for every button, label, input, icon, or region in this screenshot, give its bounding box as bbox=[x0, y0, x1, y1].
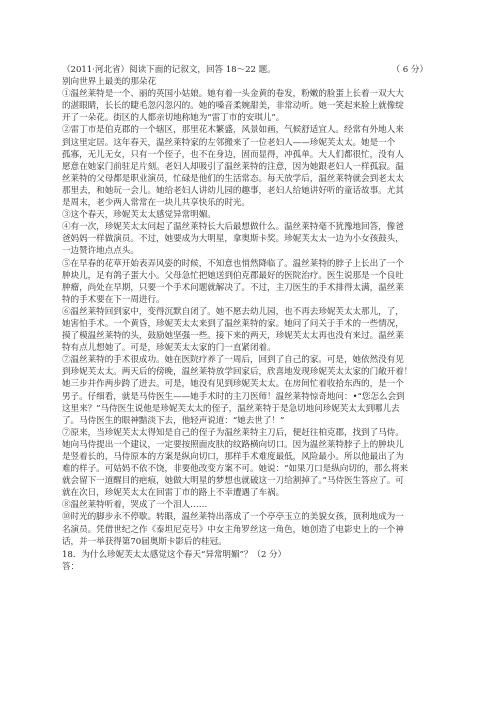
body-line: ⑩时光的脚步永不停歇。转眼，温丝莱特出落成了一个亭亭玉立的美貌女孩，顶利地成为一 bbox=[62, 512, 404, 523]
body-line: 话，并一举获得第70届奥斯卡影后的桂冠。 bbox=[62, 536, 227, 547]
body-line: ⑧温丝莱特听着，哭成了一个泪人…… bbox=[62, 500, 208, 511]
body-line: ②雷丁市是伯克郡的一个辖区，那里花木繁盛，风景如画，气候舒适宜人。经常有外地人来 bbox=[62, 125, 404, 136]
body-line: 难的样子。可姑妈不依不饶，非要他改变方案不可。她说：“如果刀口是纵向切的，那么将来 bbox=[62, 464, 409, 475]
body-line: 一边赞许地点点头。 bbox=[62, 246, 139, 257]
body-line: 特有点儿想她了。可是，珍妮芙太太家的门一直紧闭着。 bbox=[62, 343, 276, 354]
body-line: 那里去，和她玩一会儿。她给老妇人讲幼儿园的趣事，老妇人给她讲好听的童话故事。尤其 bbox=[62, 185, 404, 196]
body-line: ⑦温丝莱特的手术很成功。她在医院疗养了一周后，回到了自己的家。可是，她依然没有见 bbox=[62, 355, 404, 366]
body-line: 就在次日，珍妮芙太太在回雷丁市的路上不幸遭遇了车祸。 bbox=[62, 488, 285, 499]
body-line: 到这里定居。这年春天，温丝莱特家的左邻搬来了一位老妇人——珍妮芙太太。她是一个 bbox=[62, 137, 396, 148]
article-body bbox=[62, 88, 442, 548]
body-line: 爸妈妈一样做演员。不过，她要成为大明星，拿奥斯卡奖。珍妮芙太太一边为小女孩鼓头， bbox=[62, 234, 404, 245]
body-line: 孤寡，无儿无女，只有一个侄子，也不在身边，固而显得，冲孤单。大人们都很忙，没有人 bbox=[62, 149, 404, 160]
body-line: 肿瘤，尚处在早期，只要一个手术问题就解决了。不过，主刀医生的手术排得太满，温丝莱 bbox=[62, 282, 404, 293]
body-line: 男子。仔细看，就是马侍医生——她手术时的主刀医师！温丝莱特惊奇地问：•“您怎么会到 bbox=[62, 391, 405, 402]
body-line: 的湛眼睛，长长的睫毛忽闪忽闪的。她的嗓音柔婉甜美，非常动听。她一笑起来脸上就像绽 bbox=[62, 101, 404, 112]
body-line: 这里来？”马侍医生说他是珍妮芙太太的侄子，温丝莱特于是急切地问珍妮芙太太到哪儿去 bbox=[62, 403, 400, 414]
body-line: ①温丝莱特是一个、丽的英国小姑娘。她有着一头金黄的卷发，粉嫩的脸蛋上长着一双大大 bbox=[62, 89, 404, 100]
body-line: 到珍妮芙太太。两天后的傍晚，温丝莱特放学回家后，欣喜地发现珍妮芙太太家的门敞开着！ bbox=[62, 367, 413, 378]
body-line: 愿意在她家门前驻足片刻。老妇人却吸引了温丝莱特的注意，因为她跟老妇人一样孤寂。温 bbox=[62, 161, 404, 172]
body-line: ④有一次，珍妮芙太太问起了温丝莱特长大后最想做什么。温丝莱特毫不犹豫地回答，像爸 bbox=[62, 222, 404, 233]
body-line: 她三步并作两步跨了进去。可是，她没有见到珍妮芙太太。在房间忙着收拾东西的，是一个 bbox=[62, 379, 404, 390]
article-title: 别向世界上最美的那朵花 bbox=[62, 77, 156, 88]
body-line: 开了一朵花。街区的人都亲切地称她为“雷丁市的安琪儿”。 bbox=[62, 113, 285, 124]
answer-label: 答： bbox=[62, 561, 80, 572]
body-line: 就会留下一道醒目的疤痕，她做大明星的梦想也就破这一刀给割掉了。”马侍医生答应了。可 bbox=[62, 476, 404, 487]
source-note: （2011·河北省）阅读下面的记叙文，回答 18～22 题。 bbox=[62, 65, 276, 75]
body-line: ⑦原来，当珍妮芙太太得知是自己的侄子为温丝莱特主刀后，便赶往柏克郡，找到了马侍。 bbox=[62, 427, 404, 438]
body-line: ③这个春天，珍妮芙太太感觉异常明媚。 bbox=[62, 210, 216, 221]
body-line: 肿块儿，足有鸽子蛋大小。父母急忙把她送到伯克郡最好的医院治疗。医生说那是一个良吐 bbox=[62, 270, 404, 281]
question-18: 18．为什么珍妮芙太太感觉这个春天“异常明媚”？（2 分） bbox=[62, 549, 287, 560]
body-line: ⑤在早春的花草开始表弄风姿的时候，不知意也悄然降临了。温丝莱特的脖子上长出了一个 bbox=[62, 258, 404, 269]
article bbox=[62, 64, 442, 573]
body-line: ⑥温丝莱特回到家中，变得沉默自闭了。她不愿去幼儿园，也不再去珍妮芙太太那儿，了， bbox=[62, 306, 404, 317]
body-line: 她向马侍提出一个建议，一定要按照面皮肤的纹路横向切口。因为温丝莱特脖子上的肿块儿 bbox=[62, 439, 404, 450]
body-line: 名演员。凭借世纪之作《泰坦尼克号》中女主角罗丝这一角色，她创造了电影史上的一个神 bbox=[62, 524, 404, 535]
body-line: 特的手术要在下一周进行。 bbox=[62, 294, 165, 305]
body-line: 是竖着长的，马侍原本的方案是纵向切口，那样手术难度最低，风险最小。所以他最出了为 bbox=[62, 452, 404, 462]
body-line: 摸了模温丝莱特的头，鼓励她坚强一些。接下来的两天，珍妮芙太太再也没有来过。温丝莱 bbox=[62, 331, 404, 342]
points-note: （ 6 分） bbox=[391, 65, 428, 75]
body-line: 她害怕手术。一个黄昏，珍妮芙太太来到了温丝莱特的家。她问了问关于手术的一些情况， bbox=[62, 318, 404, 329]
question-header bbox=[62, 64, 442, 76]
body-line: 了。马侍医生的眼神黯淡下去，他轻声说道：“她去世了！” bbox=[62, 415, 285, 426]
body-line: 是周末，老少两人常常在一块儿共享快乐的时光。 bbox=[62, 198, 250, 209]
body-line: 丝莱特的父母都是职业演员，忙碌是他们的生活常态。每天放学后，温丝莱特就会到老太太 bbox=[62, 173, 404, 184]
